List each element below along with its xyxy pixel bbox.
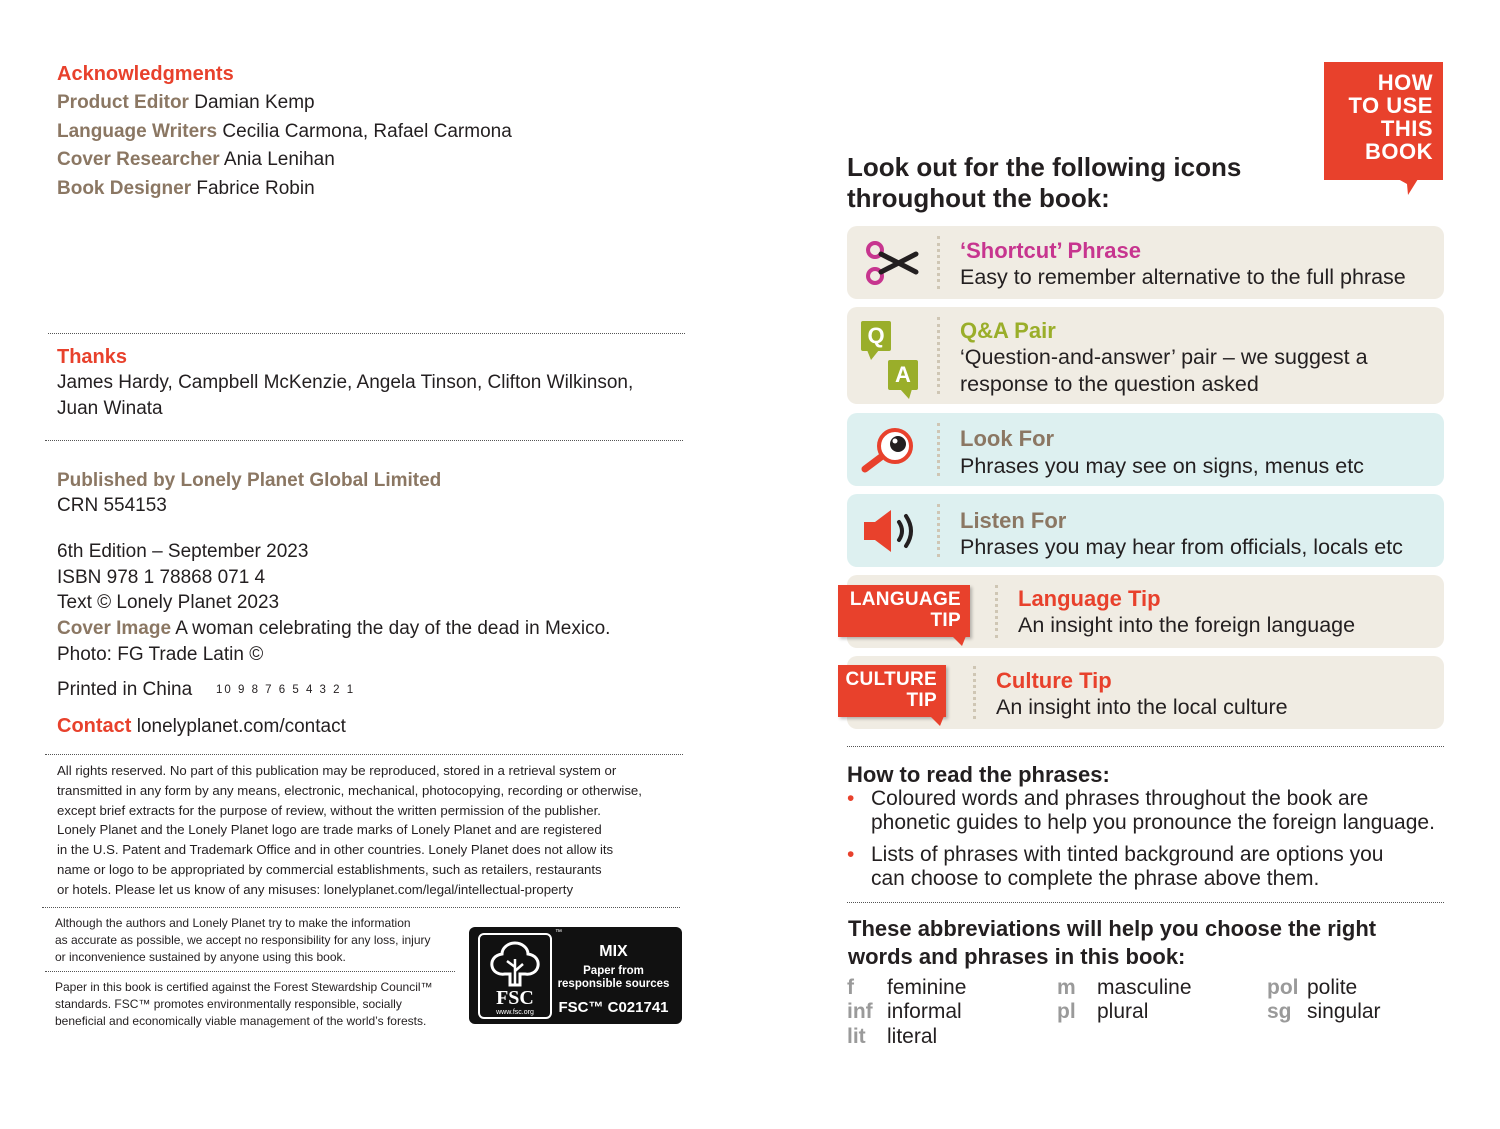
qa-desc-2: response to the question asked	[960, 372, 1259, 396]
legal-line: as accurate as possible, we accept no responsibility for any loss, injury	[55, 933, 431, 947]
abbr-key: inf	[847, 1000, 873, 1023]
shortcut-desc: Easy to remember alternative to the full phrase	[960, 265, 1406, 289]
publisher-heading: Published by Lonely Planet Global Limited	[57, 470, 442, 491]
publisher-text-copyright: Text © Lonely Planet 2023	[57, 592, 280, 613]
abbr-item	[1267, 976, 1447, 1001]
look-for-box	[847, 413, 1444, 486]
qa-title: Q&A Pair	[960, 318, 1056, 343]
q-tail-icon	[867, 350, 879, 360]
abbr-value: plural	[1097, 1000, 1149, 1023]
divider	[48, 333, 685, 334]
read-heading: How to read the phrases:	[847, 762, 1110, 787]
language-tip-title: Language Tip	[1018, 586, 1161, 611]
bullet-dot: •	[847, 843, 855, 866]
abbr-heading-1: These abbreviations will help you choose the right	[848, 916, 1377, 941]
legal-line: in the U.S. Patent and Trademark Office and in other countries. Lonely Planet does not allow its	[57, 842, 614, 858]
credit-product-editor	[57, 89, 315, 118]
thanks-heading: Thanks	[57, 346, 128, 368]
abbr-item	[847, 1025, 1047, 1050]
language-tip-desc: An insight into the foreign language	[1018, 613, 1356, 637]
legal-line: or hotels. Please let us know of any misuses: lonelyplanet.com/legal/intellectual-property	[57, 881, 574, 897]
bullet-item	[847, 843, 1444, 891]
credit-name: Fabrice Robin	[196, 177, 315, 199]
icons-heading-1: Look out for the following icons	[847, 152, 1242, 182]
bullet-line: phonetic guides to help you pronounce the foreign language.	[871, 811, 1435, 834]
legal-rights	[57, 761, 687, 900]
thanks-line-1: James Hardy, Campbell McKenzie, Angela Tinson, Clifton Wilkinson,	[57, 372, 634, 393]
contact-label: Contact	[57, 715, 132, 737]
publisher-isbn: ISBN 978 1 78868 071 4	[57, 567, 266, 588]
publisher-photo: Photo: FG Trade Latin ©	[57, 644, 264, 665]
shortcut-phrase-box	[847, 226, 1444, 299]
separator	[937, 236, 940, 289]
abbr-value: polite	[1307, 976, 1358, 999]
shortcut-title: ‘Shortcut’ Phrase	[960, 238, 1141, 263]
fsc-paper-from: Paper from	[583, 965, 644, 977]
abbr-key: m	[1057, 976, 1076, 999]
credit-role: Language Writers	[57, 120, 218, 142]
language-tip-badge	[838, 585, 970, 637]
fsc-logo-box	[469, 927, 682, 1024]
abbr-item	[847, 1000, 1047, 1025]
badge-line: LANGUAGE	[849, 589, 961, 610]
abbr-key: lit	[847, 1025, 866, 1048]
fsc-url: www.fsc.org	[496, 1009, 534, 1016]
legal-paper	[55, 979, 465, 1030]
tab-line: HOW	[1377, 70, 1433, 95]
abbr-value: literal	[887, 1025, 938, 1048]
abbr-value: singular	[1307, 1000, 1381, 1023]
abbr-key: f	[847, 976, 854, 999]
culture-tip-title: Culture Tip	[996, 668, 1112, 693]
fsc-mix: MIX	[599, 943, 628, 960]
fsc-tm: ™	[555, 929, 562, 936]
culture-tip-desc: An insight into the local culture	[996, 695, 1288, 719]
credit-role: Product Editor	[57, 92, 189, 113]
credit-role: Cover Researcher	[57, 149, 220, 170]
listen-for-title: Listen For	[960, 508, 1067, 533]
fsc-code: FSC™ C021741	[558, 999, 669, 1016]
badge-line: TIP	[906, 690, 937, 711]
credit-language-writers	[57, 118, 512, 147]
thanks-line-2: Juan Winata	[57, 398, 163, 419]
credit-name: Damian Kemp	[194, 92, 315, 113]
divider	[42, 907, 680, 908]
separator	[937, 504, 940, 557]
divider	[847, 746, 1444, 747]
credit-role: Book Designer	[57, 177, 192, 199]
acknowledgments-heading: Acknowledgments	[57, 63, 234, 85]
abbr-item	[1057, 976, 1257, 1001]
badge-tail-icon	[930, 716, 944, 726]
abbr-key: pol	[1267, 976, 1299, 999]
fsc-responsible: responsible sources	[557, 978, 670, 990]
badge-tail-icon	[952, 636, 966, 646]
abbr-key: sg	[1267, 1000, 1292, 1023]
publisher-crn: CRN 554153	[57, 495, 167, 516]
credit-cover-researcher	[57, 146, 335, 175]
badge-line: TIP	[930, 610, 961, 631]
publisher-contact	[57, 714, 346, 740]
bullet-line: Coloured words and phrases throughout the book are	[871, 787, 1369, 810]
how-to-use-tab	[1324, 62, 1443, 180]
separator	[937, 317, 940, 394]
abbr-item	[1057, 1000, 1257, 1025]
credit-book-designer	[57, 175, 315, 204]
bullet-line: can choose to complete the phrase above them.	[871, 867, 1320, 890]
legal-line: All rights reserved. No part of this publication may be reproduced, stored in a retrieval system or	[57, 763, 617, 778]
legal-line: Lonely Planet and the Lonely Planet logo are trade marks of Lonely Planet and are registered	[57, 822, 602, 838]
speaker-icon	[861, 506, 923, 556]
listen-for-box	[847, 494, 1444, 567]
qa-desc-1: ‘Question-and-answer’ pair – we suggest a	[960, 345, 1368, 369]
fsc-tree-frame	[478, 933, 552, 1019]
separator	[995, 585, 998, 638]
bullet-item	[847, 787, 1444, 835]
divider	[45, 754, 683, 755]
icons-heading-2: throughout the book:	[847, 183, 1110, 213]
bullet-line: Lists of phrases with tinted background are options you	[871, 843, 1384, 866]
publisher-edition: 6th Edition – September 2023	[57, 541, 309, 562]
abbr-item	[847, 976, 1047, 1001]
abbr-value: informal	[887, 1000, 962, 1023]
print-run: 10 9 8 7 6 5 4 3 2 1	[216, 684, 356, 696]
abbr-value: masculine	[1097, 976, 1192, 999]
abbr-item	[1267, 1000, 1447, 1025]
legal-disclaimer	[55, 915, 465, 966]
legal-line: Although the authors and Lonely Planet try to make the information	[55, 916, 411, 930]
legal-line: Paper in this book is certified against the Forest Stewardship Council™	[55, 980, 433, 994]
fsc-logo-text: FSC	[496, 987, 534, 1009]
listen-for-desc: Phrases you may hear from officials, locals etc	[960, 535, 1403, 559]
magnifier-icon	[859, 425, 921, 475]
tab-line: THIS	[1380, 116, 1433, 141]
culture-tip-badge	[838, 665, 946, 717]
credit-name: Ania Lenihan	[223, 149, 335, 170]
contact-url[interactable]: lonelyplanet.com/contact	[136, 716, 346, 737]
look-for-desc: Phrases you may see on signs, menus etc	[960, 454, 1364, 478]
qa-pair-box	[847, 307, 1444, 404]
legal-line: standards. FSC™ promotes environmentally responsible, socially	[55, 997, 402, 1011]
legal-line: except brief extracts for the purpose of review, without the written permission of the publisher.	[57, 802, 601, 818]
tab-line: TO USE	[1348, 93, 1433, 118]
legal-line: or inconvenience sustained by anyone using this book.	[55, 950, 346, 964]
tree-icon	[480, 939, 550, 987]
abbr-value: feminine	[887, 976, 967, 999]
a-icon: A	[888, 360, 918, 390]
cover-image-text: A woman celebrating the day of the dead in Mexico.	[175, 618, 611, 639]
legal-line: beneficial and economically viable management of the world’s forests.	[55, 1014, 427, 1028]
divider	[45, 440, 683, 441]
abbr-key: pl	[1057, 1000, 1076, 1023]
separator	[937, 423, 940, 476]
legal-line: name or logo to be appropriated by commercial establishments, such as retailers, restaurants	[57, 861, 602, 877]
legal-line: transmitted in any form by any means, electronic, mechanical, photocopying, recording or otherwise,	[57, 782, 642, 798]
publisher-printed: Printed in China	[57, 679, 193, 700]
look-for-title: Look For	[960, 426, 1055, 451]
separator	[973, 666, 976, 719]
abbr-heading-2: words and phrases in this book:	[848, 944, 1186, 969]
publisher-cover-image	[57, 616, 610, 642]
cover-image-label: Cover Image	[57, 618, 172, 639]
bullet-dot: •	[847, 787, 855, 810]
scissors-icon	[864, 240, 920, 286]
a-tail-icon	[900, 389, 912, 399]
tab-tail-icon	[1398, 179, 1418, 196]
tab-line: BOOK	[1365, 139, 1433, 164]
credit-name: Cecilia Carmona, Rafael Carmona	[222, 120, 512, 142]
divider	[847, 902, 1444, 903]
q-icon: Q	[861, 321, 891, 351]
divider	[45, 971, 455, 972]
badge-line: CULTURE	[845, 669, 937, 690]
